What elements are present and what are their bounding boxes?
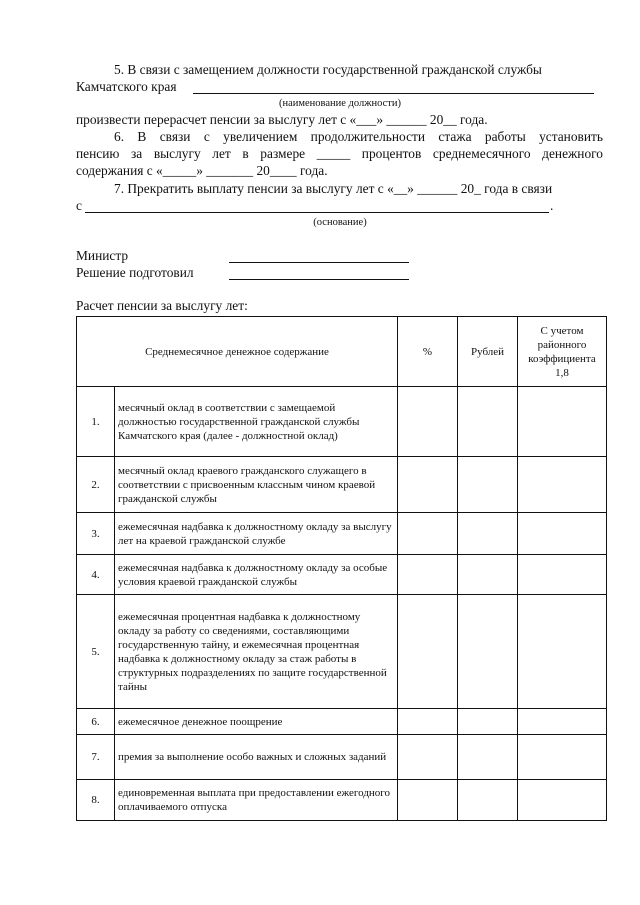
table-row [77, 513, 607, 555]
item6-line2: пенсию за выслугу лет в размере _____ процентов среднемесячного денежного [76, 146, 603, 161]
cell-rubles[interactable] [458, 735, 518, 780]
cell-rubles[interactable] [458, 709, 518, 735]
cell-coef[interactable] [518, 595, 607, 709]
table-row [77, 709, 607, 735]
item5-line3: произвести перерасчет пенсии за выслугу лет с «___» ______ 20__ года. [76, 112, 488, 127]
row-number: 2. [77, 457, 115, 513]
row-number: 5. [77, 595, 115, 709]
row-text: ежемесячная надбавка к должностному окладу за выслугу лет на краевой гражданской службе [115, 513, 398, 555]
row-number: 8. [77, 780, 115, 821]
cell-coef[interactable] [518, 387, 607, 457]
item5-line1: 5. В связи с замещением должности государственной гражданской службы [114, 62, 542, 77]
cell-coef[interactable] [518, 709, 607, 735]
row-text: единовременная выплата при предоставлении ежегодного оплачиваемого отпуска [115, 780, 398, 821]
cell-percent[interactable] [398, 735, 458, 780]
item5-line2-prefix: Камчатского края [76, 79, 177, 94]
row-text: премия за выполнение особо важных и сложных заданий [115, 735, 398, 780]
header-rubles: Рублей [458, 317, 518, 387]
row-text: ежемесячная надбавка к должностному окладу за особые условия краевой гражданской службы [115, 555, 398, 595]
cell-coef[interactable] [518, 555, 607, 595]
table-title: Расчет пенсии за выслугу лет: [76, 298, 248, 313]
row-number: 1. [77, 387, 115, 457]
row-text: ежемесячная процентная надбавка к должностному окладу за работу со сведениями, составляющими государственную тайну, и ежемесячная процентная надбавка к должностному окладу за стаж работы в структурных подразделениях по защите государственной тайны [115, 595, 398, 709]
header-content: Среднемесячное денежное содержание [77, 317, 398, 387]
item6-line1: 6. В связи с увеличением продолжительности стажа работы установить [114, 129, 603, 144]
row-number: 3. [77, 513, 115, 555]
cell-percent[interactable] [398, 555, 458, 595]
header-percent: % [398, 317, 458, 387]
cell-percent[interactable] [398, 457, 458, 513]
pension-calc-table [76, 316, 607, 821]
cell-coef[interactable] [518, 780, 607, 821]
cell-percent[interactable] [398, 387, 458, 457]
prepared-signature-line [229, 279, 409, 280]
cell-rubles[interactable] [458, 555, 518, 595]
table-row [77, 595, 607, 709]
row-number: 7. [77, 735, 115, 780]
item7-basis-line [85, 212, 549, 213]
row-number: 6. [77, 709, 115, 735]
table-row [77, 387, 607, 457]
row-number: 4. [77, 555, 115, 595]
table-row [77, 735, 607, 780]
cell-rubles[interactable] [458, 457, 518, 513]
item7-line1: 7. Прекратить выплату пенсии за выслугу лет с «__» ______ 20_ года в связи [114, 181, 553, 196]
table-row [77, 555, 607, 595]
cell-percent[interactable] [398, 513, 458, 555]
row-text: ежемесячное денежное поощрение [115, 709, 398, 735]
table-row [77, 780, 607, 821]
cell-rubles[interactable] [458, 595, 518, 709]
cell-coef[interactable] [518, 513, 607, 555]
cell-percent[interactable] [398, 709, 458, 735]
cell-percent[interactable] [398, 595, 458, 709]
cell-coef[interactable] [518, 735, 607, 780]
cell-coef[interactable] [518, 457, 607, 513]
cell-rubles[interactable] [458, 513, 518, 555]
row-text: месячный оклад в соответствии с замещаемой должностью государственной гражданской службы Камчатского края (далее - должностной оклад) [115, 387, 398, 457]
cell-percent[interactable] [398, 780, 458, 821]
header-coef: С учетом районного коэффициента 1,8 [518, 317, 607, 387]
item5-caption: (наименование должности) [278, 98, 402, 109]
cell-rubles[interactable] [458, 780, 518, 821]
row-text: месячный оклад краевого гражданского служащего в соответствии с присвоенным классным чином краевой гражданской службы [115, 457, 398, 513]
item7-caption: (основание) [313, 217, 367, 228]
table-header-row [77, 317, 607, 387]
prepared-label: Решение подготовил [76, 265, 194, 280]
minister-signature-line [229, 262, 409, 263]
minister-label: Министр [76, 248, 129, 263]
item6-line3: содержания с «_____» _______ 20____ года. [76, 163, 328, 178]
item7-line2-prefix: с [76, 198, 82, 213]
item5-position-line [193, 93, 594, 94]
item7-line2-suffix: . [550, 198, 554, 213]
cell-rubles[interactable] [458, 387, 518, 457]
table-row [77, 457, 607, 513]
